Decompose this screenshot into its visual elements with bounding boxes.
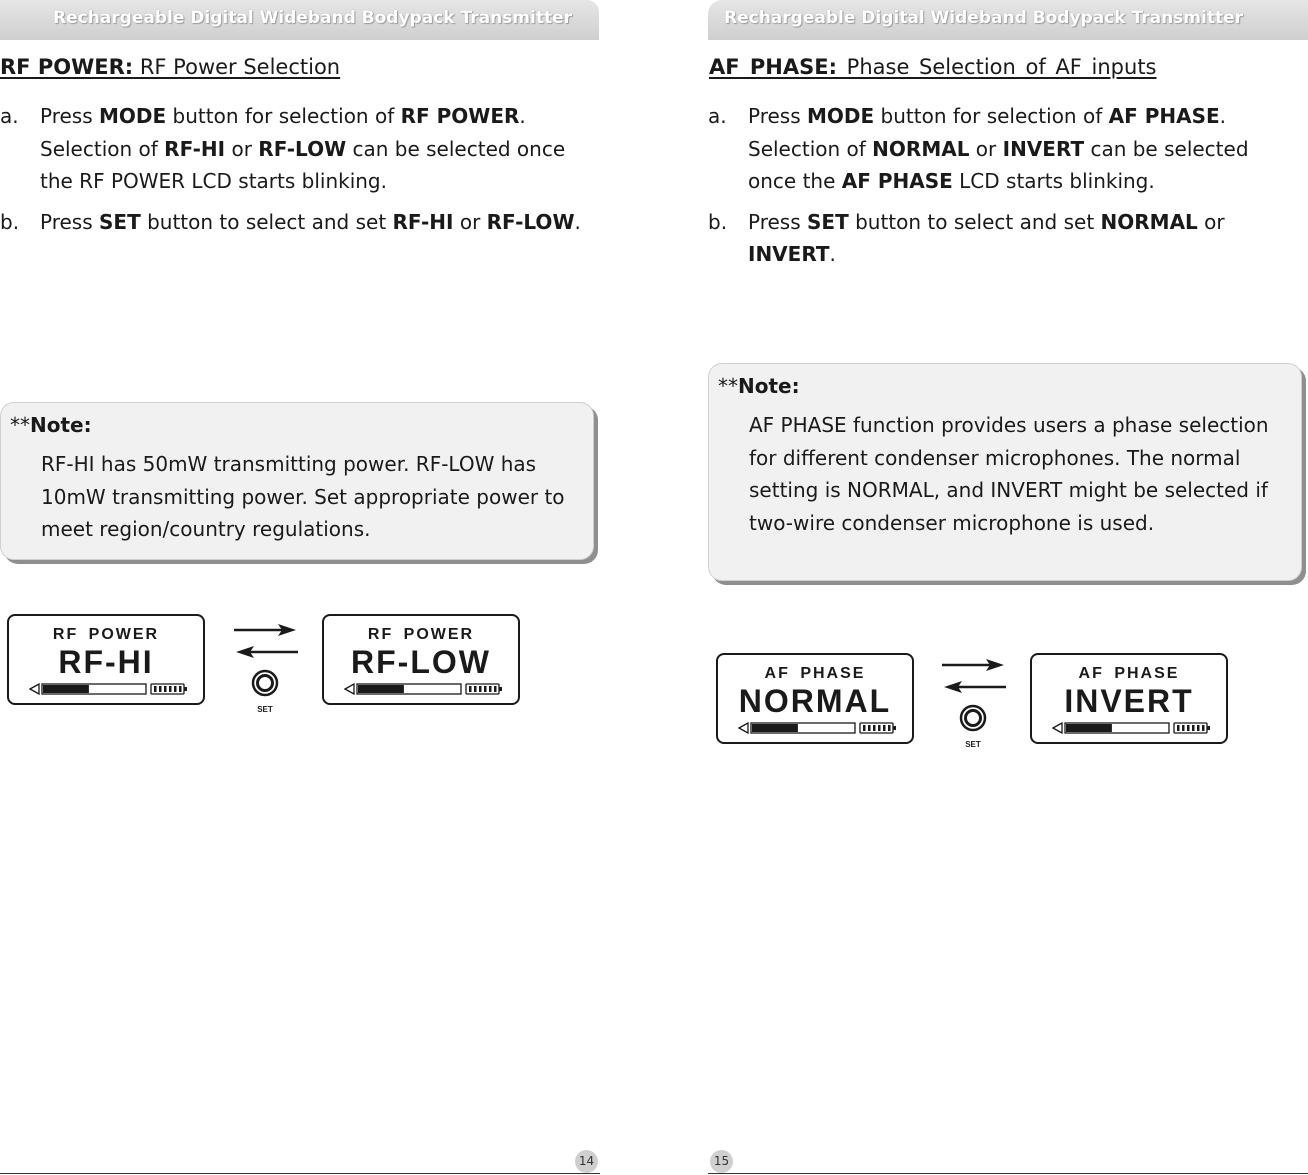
step-text: button to select and set bbox=[140, 209, 393, 234]
step-marker: a. bbox=[708, 104, 727, 128]
battery-tip bbox=[893, 726, 896, 730]
step-keyword: RF-HI bbox=[392, 209, 454, 234]
step-text: LCD starts blinking. bbox=[952, 169, 1155, 193]
set-button-label: SET bbox=[257, 705, 273, 714]
lcd-value: RF-LOW bbox=[351, 644, 491, 680]
lcd-display-normal bbox=[716, 653, 914, 744]
level-meter-icon bbox=[1052, 721, 1212, 735]
level-meter-icon bbox=[344, 682, 504, 696]
footer-divider bbox=[0, 1173, 600, 1174]
battery-segment bbox=[484, 686, 487, 692]
battery-segment bbox=[469, 686, 472, 692]
level-bar-fill bbox=[752, 724, 798, 732]
step-keyword: MODE bbox=[99, 104, 167, 128]
step-text: Press bbox=[748, 209, 807, 234]
battery-segment bbox=[1197, 725, 1200, 731]
step-keyword: RF-LOW bbox=[258, 136, 347, 161]
lcd-display-rf-hi bbox=[7, 614, 205, 705]
step-text: can be selected once the RF POWER LCD starts blinking. bbox=[40, 136, 566, 193]
note-text: RF-HI has 50mW transmitting power. RF-LOW has 10mW transmitting power. Set appropriate power to meet region/country regulations. bbox=[41, 452, 565, 541]
battery-segment bbox=[159, 686, 162, 692]
step-text: . Selection of bbox=[748, 104, 1227, 161]
lcd-value: INVERT bbox=[1064, 683, 1194, 719]
note-text: AF PHASE function provides users a phase selection for different condenser microphones. The normal setting is NORMAL, and INVERT might be selected if two-wire condenser microphone is used. bbox=[749, 413, 1269, 535]
battery-segment bbox=[888, 725, 891, 731]
lcd-label: AF PHASE bbox=[764, 665, 866, 682]
step-text: Press bbox=[40, 209, 99, 234]
steps-list bbox=[708, 100, 1300, 279]
speaker-icon bbox=[1053, 723, 1062, 733]
battery-segment bbox=[1192, 725, 1195, 731]
toggle-arrows-icon bbox=[232, 622, 302, 662]
battery-segment bbox=[489, 686, 492, 692]
step-keyword: AF PHASE bbox=[841, 169, 953, 193]
battery-tip bbox=[184, 687, 187, 691]
note-label: **Note: bbox=[718, 374, 800, 398]
step-text: Press bbox=[40, 104, 99, 128]
step-text: button for selection of bbox=[166, 104, 401, 128]
step-text: or bbox=[1197, 209, 1225, 234]
level-bar-fill bbox=[358, 685, 404, 693]
step-text: or bbox=[969, 136, 1003, 161]
battery-segment bbox=[154, 686, 157, 692]
set-button-icon bbox=[958, 703, 988, 751]
battery-tip bbox=[1207, 726, 1210, 730]
step-text: button to select and set bbox=[848, 209, 1101, 234]
page-number: 15 bbox=[710, 1150, 733, 1173]
battery-segment bbox=[863, 725, 866, 731]
note-label: **Note: bbox=[10, 413, 92, 437]
battery-segment bbox=[1182, 725, 1185, 731]
battery-segment bbox=[868, 725, 871, 731]
battery-segment bbox=[878, 725, 881, 731]
set-button-icon bbox=[250, 668, 280, 716]
page-left bbox=[0, 0, 600, 1175]
section-title bbox=[709, 55, 1157, 79]
step-text: or bbox=[225, 136, 259, 161]
step-marker: b. bbox=[708, 209, 728, 234]
speaker-icon bbox=[30, 684, 39, 694]
step-text: can be selected once the bbox=[748, 136, 1249, 193]
speaker-icon bbox=[739, 723, 748, 733]
battery-segment bbox=[883, 725, 886, 731]
step-marker: a. bbox=[0, 104, 19, 128]
section-title bbox=[0, 55, 340, 79]
battery-segment bbox=[873, 725, 876, 731]
battery-tip bbox=[499, 687, 502, 691]
section-title-rest: Phase Selection of AF inputs bbox=[837, 55, 1157, 79]
step-item bbox=[0, 206, 590, 239]
step-keyword: INVERT bbox=[748, 242, 830, 266]
lcd-label: RF POWER bbox=[367, 626, 475, 643]
page-number: 14 bbox=[575, 1150, 598, 1173]
step-text: or bbox=[453, 209, 487, 234]
level-bar-fill bbox=[1066, 724, 1112, 732]
step-keyword: INVERT bbox=[1002, 136, 1085, 161]
battery-segment bbox=[1187, 725, 1190, 731]
step-keyword: SET bbox=[807, 209, 849, 234]
step-text: button for selection of bbox=[874, 104, 1109, 128]
lcd-display-rf-low bbox=[322, 614, 520, 705]
step-keyword: RF-HI bbox=[164, 136, 226, 161]
level-meter-icon bbox=[738, 721, 898, 735]
battery-segment bbox=[1202, 725, 1205, 731]
step-keyword: RF-LOW bbox=[486, 209, 575, 234]
set-button-label: SET bbox=[965, 740, 981, 749]
step-keyword: MODE bbox=[807, 104, 875, 128]
lcd-value: RF-HI bbox=[58, 644, 154, 680]
step-text: . Selection of bbox=[40, 104, 526, 161]
step-item bbox=[708, 100, 1300, 198]
speaker-icon bbox=[345, 684, 354, 694]
lcd-value: NORMAL bbox=[738, 683, 892, 719]
step-keyword: NORMAL bbox=[1100, 209, 1198, 234]
step-keyword: SET bbox=[99, 209, 141, 234]
level-bar-fill bbox=[43, 685, 89, 693]
step-keyword: AF PHASE bbox=[1108, 104, 1220, 128]
battery-segment bbox=[479, 686, 482, 692]
battery-segment bbox=[494, 686, 497, 692]
step-item bbox=[708, 206, 1300, 271]
note-box bbox=[0, 402, 594, 560]
toggle-arrows-icon bbox=[940, 657, 1010, 697]
lcd-label: AF PHASE bbox=[1078, 665, 1180, 682]
level-meter-icon bbox=[29, 682, 189, 696]
header-title: Rechargeable Digital Wideband Bodypack Transmitter bbox=[724, 8, 1243, 28]
section-title-bold: RF POWER: bbox=[0, 55, 134, 79]
step-keyword: RF POWER bbox=[400, 104, 520, 128]
battery-segment bbox=[179, 686, 182, 692]
step-text: Press bbox=[748, 104, 807, 128]
battery-segment bbox=[1177, 725, 1180, 731]
header-bar bbox=[708, 0, 1308, 40]
note-box bbox=[708, 363, 1302, 581]
header-bar bbox=[0, 0, 599, 40]
steps-list bbox=[0, 100, 590, 246]
lcd-display-invert bbox=[1030, 653, 1228, 744]
section-title-bold: AF PHASE: bbox=[709, 55, 837, 79]
battery-segment bbox=[164, 686, 167, 692]
lcd-label: RF POWER bbox=[52, 626, 160, 643]
step-keyword: NORMAL bbox=[872, 136, 970, 161]
battery-segment bbox=[169, 686, 172, 692]
battery-segment bbox=[174, 686, 177, 692]
header-title: Rechargeable Digital Wideband Bodypack Transmitter bbox=[53, 8, 572, 28]
footer-divider bbox=[708, 1173, 1308, 1174]
step-text: . bbox=[829, 242, 836, 266]
step-marker: b. bbox=[0, 209, 20, 234]
section-title-rest: RF Power Selection bbox=[133, 55, 341, 79]
battery-segment bbox=[474, 686, 477, 692]
step-item bbox=[0, 100, 590, 198]
page-right bbox=[708, 0, 1308, 1175]
step-text: . bbox=[574, 209, 581, 234]
